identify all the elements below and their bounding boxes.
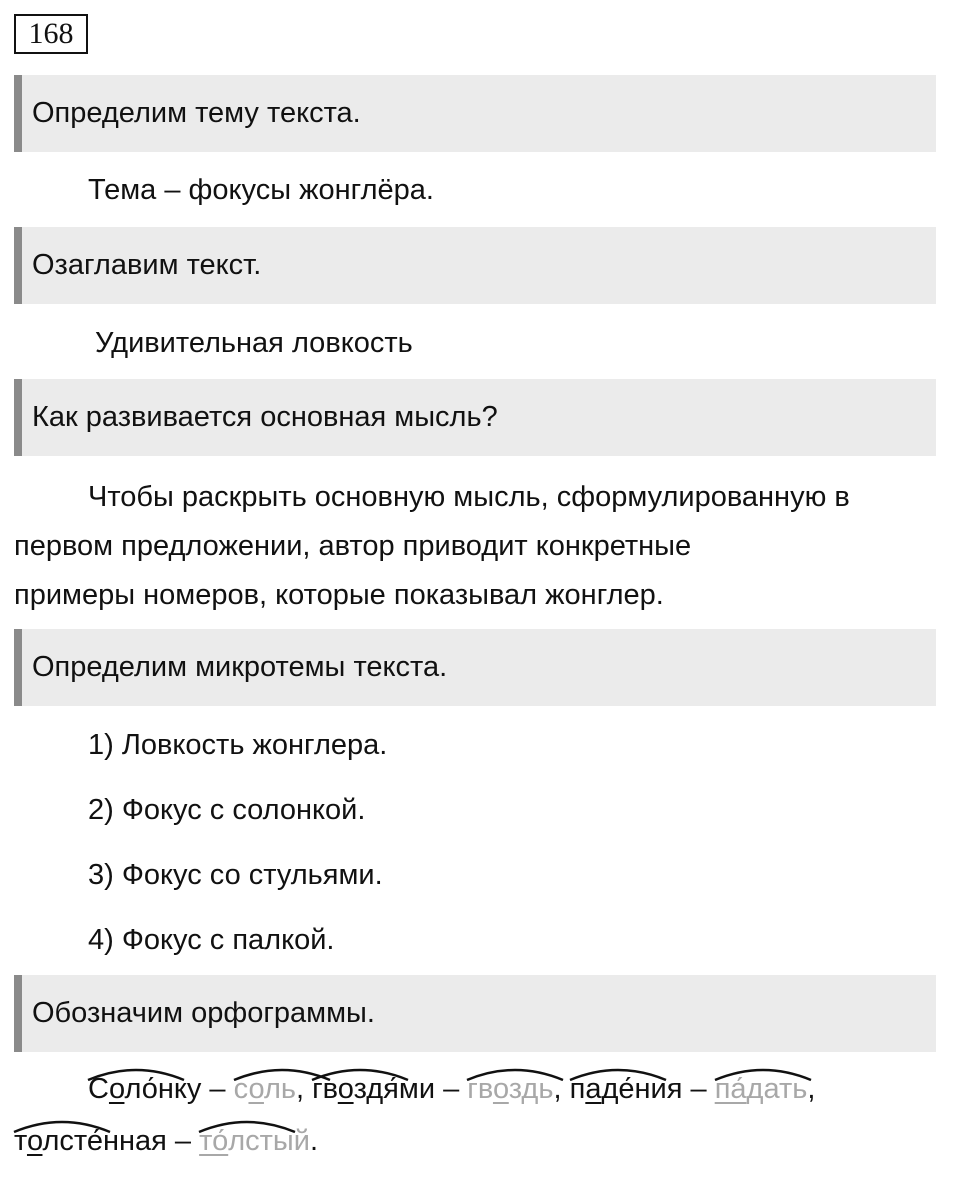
word-solonku: Соло́ <box>88 1063 158 1115</box>
answer-topic: Тема – фокусы жонглёра. <box>88 174 434 206</box>
root-arc-icon <box>310 1065 410 1081</box>
orthograms-text <box>14 1063 954 1167</box>
section-heading-orthograms: Обозначим орфограммы. <box>14 975 936 1052</box>
orthograms-line-2: толсте́нная – то́лстый. <box>14 1115 954 1167</box>
root-arc-icon <box>713 1065 813 1081</box>
hint-word-tolstyy: то́ <box>199 1115 228 1167</box>
main-idea-line-2: первом предложении, автор приводит конкретные <box>14 530 692 562</box>
microtopic-item-3: 3) Фокус со стульями. <box>88 859 383 891</box>
microtopic-item-2: 2) Фокус с солонкой. <box>88 794 366 826</box>
answer-main-idea <box>14 473 954 620</box>
section-heading-topic: Определим тему текста. <box>14 75 936 152</box>
microtopic-item-4: 4) Фокус с палкой. <box>88 924 335 956</box>
orthograms-line-1: Соло́нку – соль, гвоздя́ми – гвоздь, паде́ния – па́дать, <box>14 1063 954 1115</box>
answer-title: Удивительная ловкость <box>95 327 413 359</box>
hint-word-gvozd: гвоздь <box>467 1063 553 1115</box>
word-gvozdyami: гвоздя́ <box>312 1063 399 1115</box>
section-heading-main-idea: Как развивается основная мысль? <box>14 379 936 456</box>
root-arc-icon <box>86 1065 186 1081</box>
word-padeniya: паде́ <box>570 1063 635 1115</box>
hint-word-sol: соль <box>234 1063 296 1115</box>
microtopic-item-1: 1) Ловкость жонглера. <box>88 729 388 761</box>
section-heading-title: Озаглавим текст. <box>14 227 936 304</box>
root-arc-icon <box>568 1065 668 1081</box>
root-arc-icon <box>197 1117 297 1133</box>
task-number: 168 <box>14 14 88 54</box>
main-idea-line-1: Чтобы раскрыть основную мысль, сформулированную в <box>88 481 850 513</box>
root-arc-icon <box>465 1065 565 1081</box>
hint-word-padat: па́ <box>715 1063 747 1115</box>
root-arc-icon <box>12 1117 112 1133</box>
word-tolstennaya: толсте́ <box>14 1115 103 1167</box>
section-heading-microtopics: Определим микротемы текста. <box>14 629 936 706</box>
main-idea-line-3: примеры номеров, которые показывал жонглер. <box>14 579 664 611</box>
